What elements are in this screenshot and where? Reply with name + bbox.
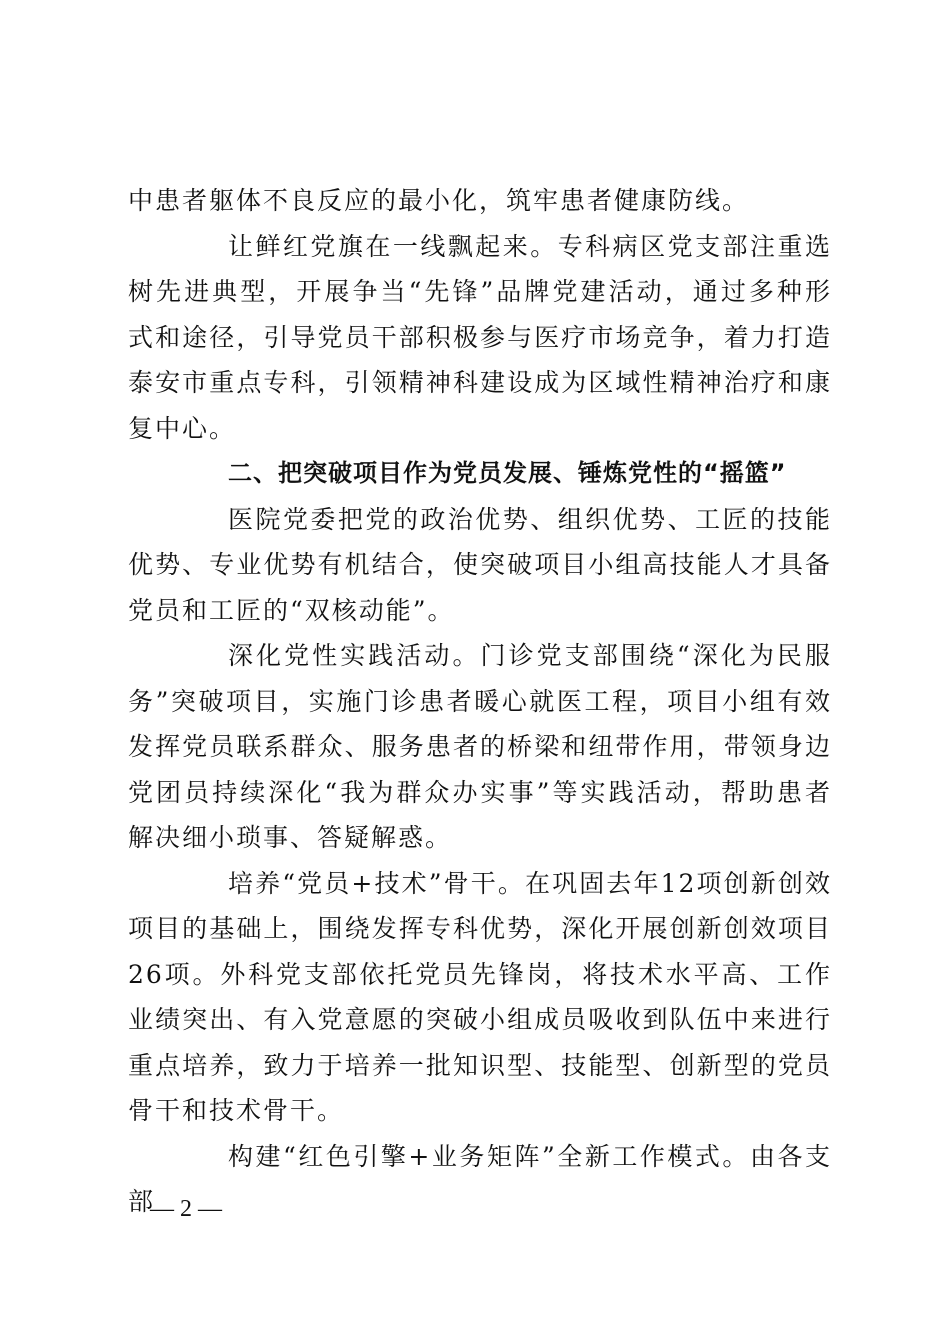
paragraph-red-engine: 构建“红色引擎+业务矩阵”全新工作模式。由各支部	[128, 1141, 832, 1216]
document-body	[128, 178, 832, 1225]
paragraph-practice-activities: 深化党性实践活动。门诊党支部围绕“深化为民服务”突破项目，实施门诊患者暖心就医工程，项目小组有效发挥党员联系群众、服务患者的桥梁和纽带作用，带领身边党团员持续深化“我为群众办实事”等实践活动，帮助患者解决细小琐事、答疑解惑。	[128, 641, 832, 852]
paragraph-party-flag: 让鲜红党旗在一线飘起来。专科病区党支部注重选树先进典型，开展争当“先锋”品牌党建活动，通过多种形式和途径，引导党员干部积极参与医疗市场竞争，着力打造泰安市重点专科，引领精神科建设成为区域性精神治疗和康复中心。	[128, 231, 832, 443]
paragraph-party-tech-backbone: 培养“党员+技术”骨干。在巩固去年12项创新创效项目的基础上，围绕发挥专科优势，深化开展创新创效项目26项。外科党支部依托党员先锋岗，将技术水平高、工作业绩突出、有入党意愿的突破小组成员吸收到队伍中来进行重点培养，致力于培养一批知识型、技能型、创新型的党员骨干和技术骨干。	[128, 868, 832, 1125]
section-heading: 二、把突破项目作为党员发展、锤炼党性的“摇篮”	[228, 459, 787, 487]
page-number: — 2 —	[150, 1196, 222, 1222]
paragraph-hospital-committee: 医院党委把党的政治优势、组织优势、工匠的技能优势、专业优势有机结合，使突破项目小组高技能人才具备党员和工匠的“双核动能”。	[128, 504, 832, 625]
paragraph-continuation: 中患者躯体不良反应的最小化，筑牢患者健康防线。	[128, 186, 750, 215]
